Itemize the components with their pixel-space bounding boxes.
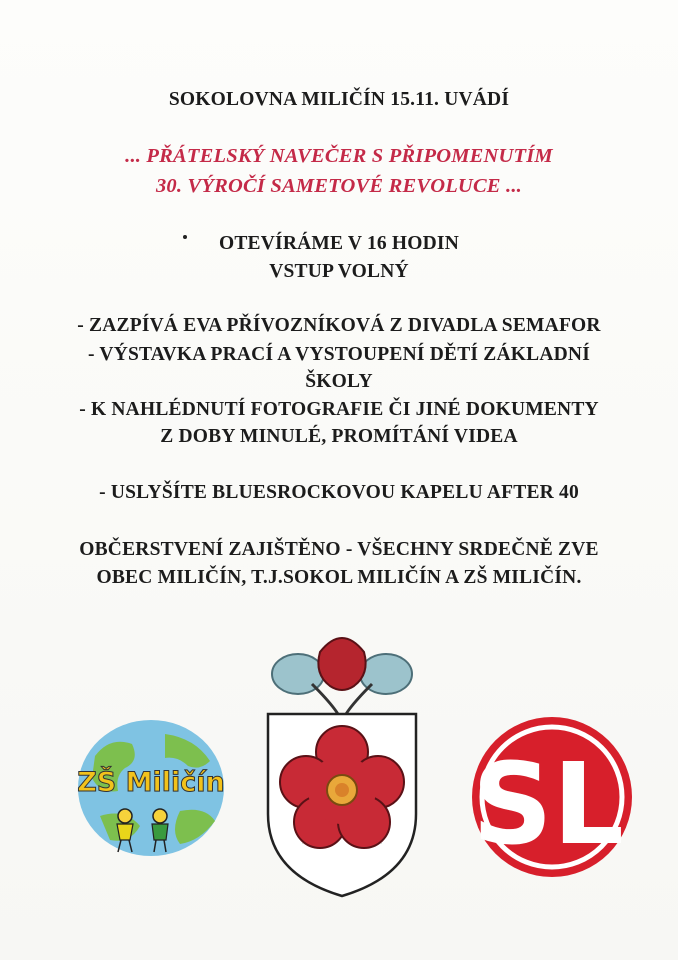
- venue-line: SOKOLOVNA MILIČÍN 15.11. UVÁDÍ: [168, 89, 510, 110]
- program-item-3-line-1: - K NAHLÉDNUTÍ FOTOGRAFIE ČI JINÉ DOKUMENTY: [79, 399, 599, 420]
- program-item-2-line-1: - VÝSTAVKA PRACÍ A VYSTOUPENÍ DĚTÍ ZÁKLADNÍ: [88, 344, 590, 365]
- program-item-4: - USLYŠÍTE BLUESROCKOVOU KAPELU AFTER 40: [99, 482, 579, 503]
- title-line-2: 30. VÝROČÍ SAMETOVÉ REVOLUCE ...: [155, 175, 522, 197]
- school-logo-text: ZŠ Miličín: [77, 767, 225, 798]
- title-line-1: ... PŘÁTELSKÝ NAVEČER S PŘIPOMENUTÍM: [125, 145, 553, 167]
- program-item-1: - ZAZPÍVÁ EVA PŘÍVOZNÍKOVÁ Z DIVADLA SEMAFOR: [77, 315, 601, 336]
- footer-line-1: OBČERSTVENÍ ZAJIŠTĚNO - VŠECHNY SRDEČNĚ ZVE: [79, 539, 599, 560]
- program-item-3-line-2: Z DOBY MINULÉ, PROMÍTÁNÍ VIDEA: [160, 426, 518, 447]
- coat-of-arms: [262, 624, 422, 914]
- sokol-logo: [470, 715, 634, 879]
- opening-time: OTEVÍRÁME V 16 HODIN: [218, 233, 460, 254]
- program-item-2-line-2: ŠKOLY: [305, 371, 373, 392]
- entry-info: VSTUP VOLNÝ: [269, 261, 409, 282]
- footer-line-2: OBEC MILIČÍN, T.J.SOKOL MILIČÍN A ZŠ MILIČÍN.: [96, 567, 582, 588]
- sokol-letters: SL: [471, 740, 625, 870]
- school-logo: [70, 716, 232, 858]
